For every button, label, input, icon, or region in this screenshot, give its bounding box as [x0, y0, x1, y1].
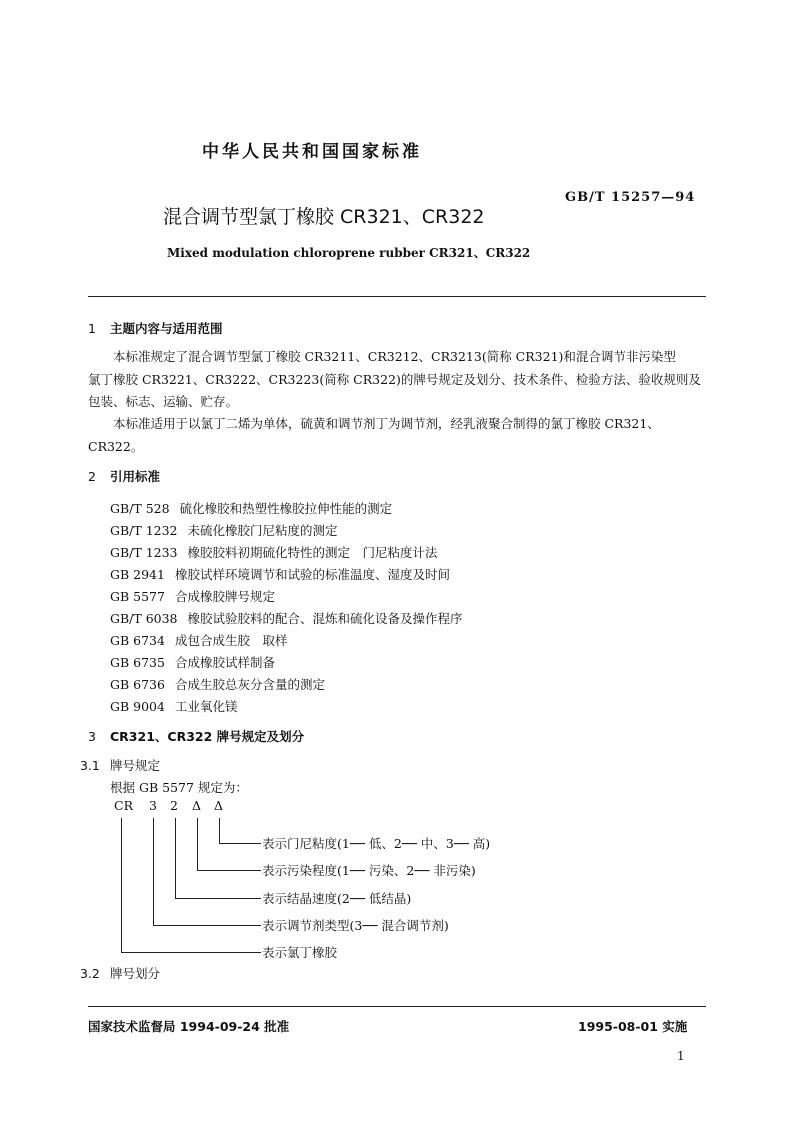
diagram-line: [121, 952, 261, 953]
reference-item: [110, 565, 450, 583]
section-number: 1: [88, 321, 96, 336]
section-title: 引用标准: [110, 469, 161, 484]
document-title-cn: 混合调节型氯丁橡胶 CR321、CR322: [163, 206, 485, 228]
section-number: 3: [88, 729, 96, 744]
reference-code: GB 9004: [110, 699, 165, 714]
legend-staining: 表示污染程度(1── 污染、2── 非污染): [262, 863, 476, 878]
subsection-3-1-heading: [80, 756, 160, 774]
diagram-line: [219, 818, 220, 843]
reference-title: 橡胶试样环境调节和试验的标准温度、湿度及时间: [174, 567, 450, 582]
subsection-3-2-heading: [80, 964, 160, 982]
approval-date: 国家技术监督局 1994-09-24 批准: [88, 1019, 290, 1034]
diagram-line: [153, 818, 154, 925]
section-1-paragraph-2: [88, 413, 708, 458]
section-title: CR321、CR322 牌号规定及划分: [110, 729, 305, 744]
national-standard-heading: 中华人民共和国国家标准: [202, 142, 422, 162]
reference-code: GB 6734: [110, 633, 165, 648]
text-line: 包装、标志、运输、贮存。: [88, 394, 239, 409]
reference-item: [110, 697, 237, 715]
legend-chloroprene-rubber: 表示氯丁橡胶: [262, 945, 338, 960]
reference-item: [110, 675, 325, 693]
section-3-heading: [88, 727, 304, 745]
reference-title: 合成生胶总灰分含量的测定: [174, 677, 325, 692]
code-part-2: 2: [170, 798, 178, 813]
according-text: 根据 GB 5577 规定为：: [110, 780, 248, 795]
diagram-line: [121, 818, 122, 952]
section-1-heading: [88, 319, 223, 337]
subsection-number: 3.2: [80, 966, 100, 981]
reference-title: 橡胶试验胶料的配合、混炼和硫化设备及操作程序: [187, 611, 463, 626]
diagram-line: [175, 818, 176, 898]
diagram-line: [175, 898, 261, 899]
subsection-title: 牌号规定: [110, 758, 161, 773]
reference-code: GB/T 528: [110, 501, 170, 516]
reference-title: 未硫化橡胶门尼粘度的测定: [187, 523, 338, 538]
section-number: 2: [88, 469, 96, 484]
reference-title: 工业氧化镁: [174, 699, 238, 714]
reference-code: GB/T 1233: [110, 545, 178, 560]
implementation-date: 1995-08-01 实施: [578, 1019, 688, 1034]
diagram-line: [153, 925, 261, 926]
text-line: 氯丁橡胶 CR3221、CR3222、CR3223(简称 CR322)的牌号规定及划分、技术条件、检验方法、验收规则及: [88, 371, 701, 387]
legend-modifier-type: 表示调节剂类型(3── 混合调节剂): [262, 918, 449, 933]
standard-code: GB/T 15257—94: [565, 190, 696, 205]
reference-item: [110, 609, 463, 627]
document-title-en: Mixed modulation chloroprene rubber CR321、CR322: [167, 246, 531, 260]
reference-title: 合成橡胶试样制备: [174, 655, 275, 670]
reference-item: [110, 521, 338, 539]
section-2-heading: [88, 467, 160, 485]
code-part-delta-1: Δ: [192, 798, 202, 813]
reference-item: [110, 653, 275, 671]
reference-title: 成包合成生胶 取样: [174, 633, 288, 648]
reference-item: [110, 499, 392, 517]
section-1-paragraph-1: [88, 346, 708, 414]
code-part-3: 3: [149, 798, 157, 813]
reference-code: GB 5577: [110, 589, 165, 604]
subsection-number: 3.1: [80, 758, 100, 773]
subsection-title: 牌号划分: [110, 966, 161, 981]
reference-code: GB 2941: [110, 567, 165, 582]
reference-code: GB 6736: [110, 677, 165, 692]
text-line: CR322。: [88, 438, 144, 454]
footer-rule: [88, 1006, 706, 1007]
legend-crystallization: 表示结晶速度(2── 低结晶): [262, 891, 412, 906]
reference-title: 合成橡胶牌号规定: [174, 589, 275, 604]
code-part-delta-2: Δ: [214, 798, 224, 813]
reference-code: GB/T 6038: [110, 611, 178, 626]
reference-item: [110, 631, 287, 649]
reference-item: [110, 587, 275, 605]
text-line: 本标准适用于以氯丁二烯为单体，硫黄和调节剂丁为调节剂，经乳液聚合制得的氯丁橡胶 CR321、: [113, 416, 660, 431]
reference-title: 硫化橡胶和热塑性橡胶拉伸性能的测定: [179, 501, 393, 516]
code-part-cr: CR: [114, 798, 133, 813]
page-number: 1: [677, 1049, 685, 1063]
header-rule: [88, 296, 706, 297]
reference-code: GB 6735: [110, 655, 165, 670]
diagram-line: [219, 843, 261, 844]
reference-item: [110, 543, 438, 561]
diagram-line: [197, 870, 261, 871]
legend-mooney-viscosity: 表示门尼粘度(1── 低、2── 中、3── 高): [262, 836, 491, 851]
section-title: 主题内容与适用范围: [110, 321, 223, 336]
reference-title: 橡胶胶料初期硫化特性的测定 门尼粘度计法: [187, 545, 438, 560]
text-line: 本标准规定了混合调节型氯丁橡胶 CR3211、CR3212、CR3213(简称 CR321)和混合调节非污染型: [113, 349, 676, 364]
reference-code: GB/T 1232: [110, 523, 178, 538]
diagram-line: [197, 818, 198, 870]
